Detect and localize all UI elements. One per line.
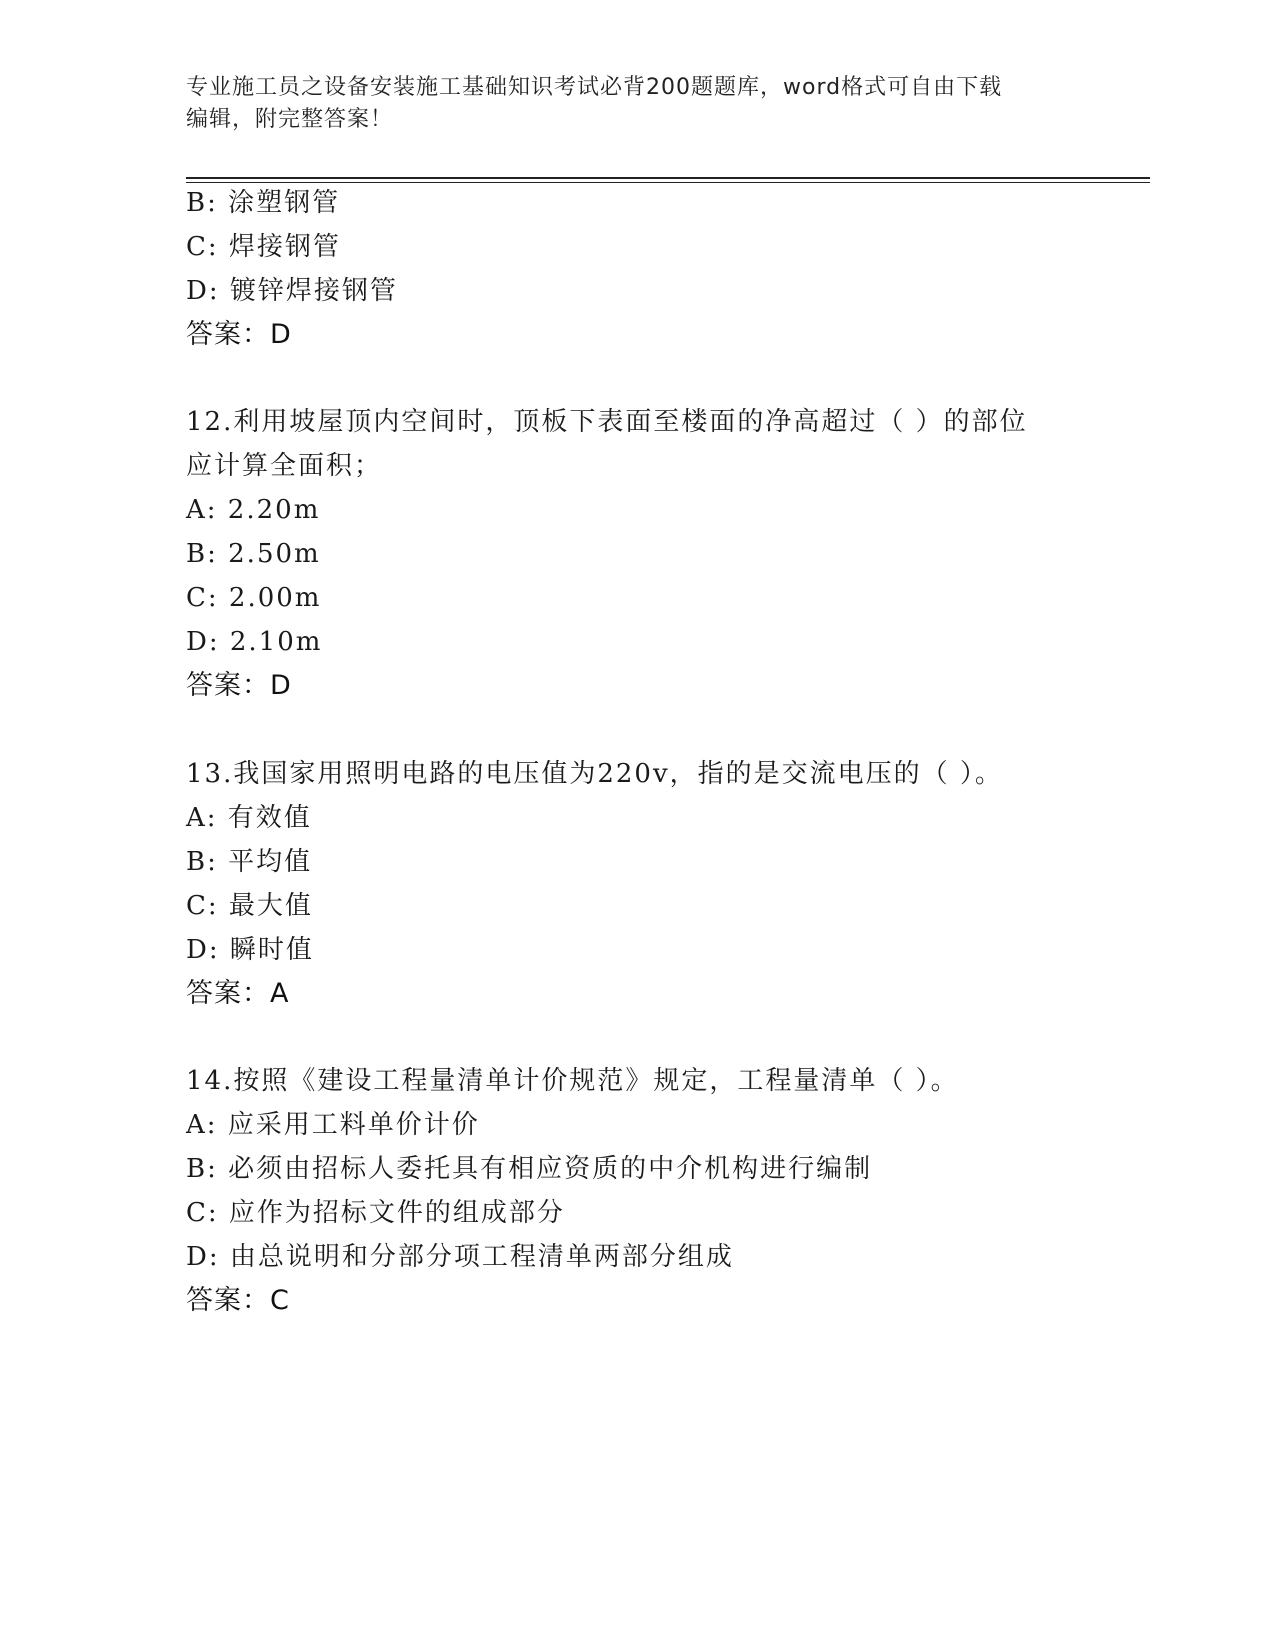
q11-option-c: C: 焊接钢管 bbox=[186, 232, 341, 262]
header-title-line-1: 专业施工员之设备安装施工基础知识考试必背200题题库，word格式可自由下载 bbox=[186, 75, 1003, 100]
q11-option-d: D: 镀锌焊接钢管 bbox=[186, 276, 398, 306]
page-header bbox=[186, 72, 1066, 136]
q13-option-d: D: 瞬时值 bbox=[186, 935, 314, 965]
q12-answer: 答案：D bbox=[186, 670, 292, 701]
q12-option-b: B: 2.50m bbox=[186, 539, 321, 569]
q12-option-d: D: 2.10m bbox=[186, 627, 323, 657]
q12-option-a: A: 2.20m bbox=[186, 495, 321, 525]
q14-option-d: D: 由总说明和分部分项工程清单两部分组成 bbox=[186, 1242, 734, 1272]
q11-option-b: B: 涂塑钢管 bbox=[186, 188, 341, 218]
q12-stem-line-1: 12.利用坡屋顶内空间时，顶板下表面至楼面的净高超过（ ）的部位 bbox=[186, 407, 1028, 437]
q12-stem-line-2: 应计算全面积； bbox=[186, 451, 383, 481]
q14-option-a: A: 应采用工料单价计价 bbox=[186, 1110, 480, 1140]
q13-answer: 答案：A bbox=[186, 978, 290, 1009]
q13-option-c: C: 最大值 bbox=[186, 891, 313, 921]
q13-option-a: A: 有效值 bbox=[186, 803, 312, 833]
q13-stem: 13.我国家用照明电路的电压值为220v，指的是交流电压的（ ）。 bbox=[186, 759, 1003, 789]
q14-option-b: B: 必须由招标人委托具有相应资质的中介机构进行编制 bbox=[186, 1154, 873, 1184]
q14-answer: 答案：C bbox=[186, 1285, 290, 1316]
q14-option-c: C: 应作为招标文件的组成部分 bbox=[186, 1198, 565, 1228]
q14-stem: 14.按照《建设工程量清单计价规范》规定，工程量清单（ ）。 bbox=[186, 1066, 959, 1096]
q13-option-b: B: 平均值 bbox=[186, 847, 313, 877]
header-divider-thick bbox=[186, 177, 1150, 179]
q11-answer: 答案：D bbox=[186, 319, 292, 350]
header-divider-thin bbox=[186, 182, 1150, 183]
header-title-line-2: 编辑，附完整答案！ bbox=[186, 107, 394, 132]
q12-option-c: C: 2.00m bbox=[186, 583, 322, 613]
